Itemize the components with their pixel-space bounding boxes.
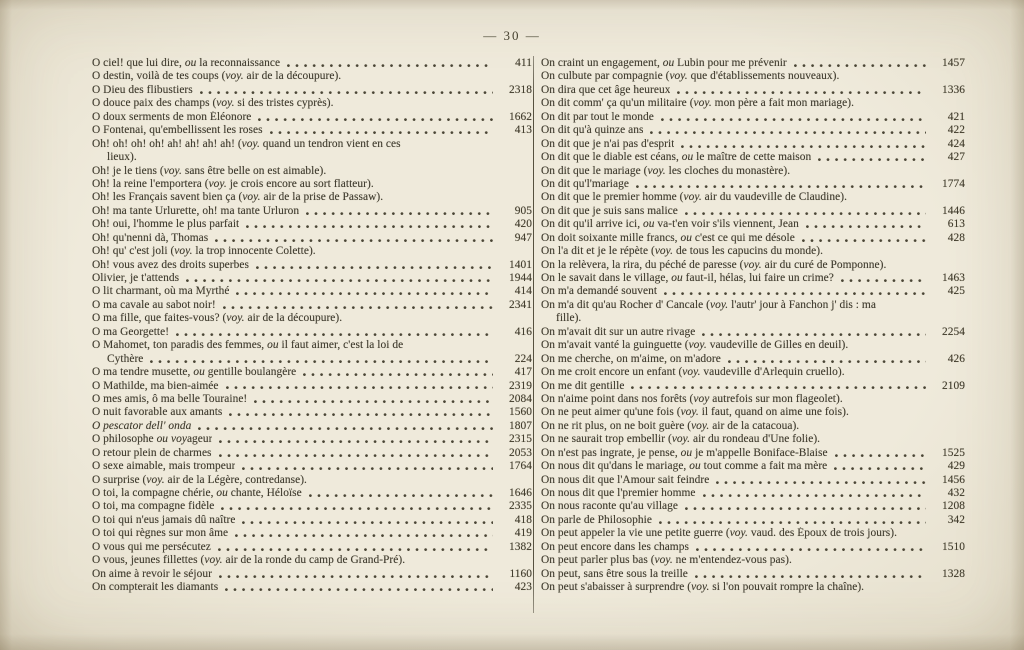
index-entry-left-16 [92, 272, 532, 285]
index-entry-right-11 [541, 205, 965, 218]
index-entry-left-19 [92, 312, 532, 325]
air-number: 1457 [942, 57, 965, 69]
entry-title: On peut, sans être sous la treille [541, 567, 688, 580]
entry-title: On m'avait dit sur un autre rivage [541, 325, 696, 338]
air-number: 1401 [509, 258, 532, 271]
air-number: 429 [947, 460, 965, 473]
air-number: 416 [514, 325, 532, 338]
entry-title: On dira que cet âge heureux [541, 83, 671, 96]
entry-title: On m'avait vanté la guinguette (voy. vaudeville de Gilles en deuil). [541, 339, 849, 352]
entry-title: On dit qu'il arrive ici, ou va-t'en voir s'ils viennent, Jean [541, 218, 799, 231]
dot-leader [303, 373, 493, 377]
dot-leader [664, 292, 926, 296]
dot-leader [659, 521, 926, 525]
entry-title: O toi qui règnes sur mon âme [92, 527, 229, 540]
index-entry-right-23 [541, 366, 965, 379]
entry-title: O ma cavale au sabot noir! [92, 298, 216, 311]
dot-leader [636, 185, 926, 189]
dot-leader [219, 440, 493, 444]
air-number: 2335 [509, 500, 532, 513]
entry-title: O toi, ma compagne fidèle [92, 500, 215, 513]
air-number: 1160 [509, 567, 532, 580]
dot-leader [306, 212, 493, 216]
entry-title: O sexe aimable, mais trompeur [92, 460, 236, 473]
entry-title: O douce paix des champs (voy. si des tristes cyprès). [92, 97, 334, 110]
dot-leader [270, 131, 493, 135]
entry-title: Oh! qu'nenni dà, Thomas [92, 231, 209, 244]
entry-title: On ne saurait trop embellir (voy. air du rondeau d'Une folie). [541, 433, 821, 446]
index-entry-right-28 [541, 433, 965, 446]
entry-title: On peut s'abaisser à surprendre (voy. si l'on pouvait rompre la chaîne). [541, 581, 865, 594]
index-entry-right-16 [541, 272, 965, 285]
entry-title: O pescator dell' onda [92, 419, 192, 432]
entry-title: On peut parler plus bas (voy. ne m'entendez-vous pas). [541, 554, 792, 567]
entry-title: Oh! ma tante Urlurette, oh! ma tante Urluron [92, 204, 300, 217]
dot-leader [235, 534, 493, 538]
entry-title: On craint un engagement, ou Lubin pour me prévenir [541, 57, 787, 69]
entry-title: O doux serments de mon Éléonore [92, 110, 252, 123]
entry-title: O ma fille, que faites-vous? (voy. air de la découpure). [92, 312, 343, 325]
entry-title: O Fontenai, qu'embellissent les roses [92, 124, 263, 137]
index-entry-right-8 [541, 165, 965, 178]
dot-leader [242, 521, 493, 525]
air-number: 2053 [509, 446, 532, 459]
entry-title: Olivier, je t'attends [92, 272, 180, 284]
index-entry-left-21 [92, 339, 532, 352]
index-entry-left-27 [92, 420, 532, 433]
air-number: 2254 [942, 325, 965, 338]
air-number: 432 [947, 487, 965, 499]
air-number: 613 [947, 218, 965, 231]
air-number: 423 [514, 581, 532, 594]
entry-title: On peut appeler la vie une petite guerre (voy. vaud. des Époux de trois jours). [541, 527, 898, 540]
index-entry-left-6 [92, 138, 532, 151]
index-entry-right-30 [541, 460, 965, 473]
dot-leader [681, 145, 926, 149]
index-entry-right-33 [541, 500, 965, 513]
air-number: 1944 [509, 272, 532, 284]
entry-title: O ma tendre musette, ou gentille boulangère [92, 366, 297, 379]
index-entry-left-10 [92, 191, 532, 204]
index-entry-right-39 [541, 581, 965, 594]
entry-title: On le savait dans le village, ou faut-il, hélas, lui faire un crime? [541, 272, 834, 284]
entry-title: Oh! la reine l'emportera (voy. je crois encore au sort flatteur). [92, 177, 374, 190]
entry-title: O ma Georgette! [92, 325, 170, 338]
dot-leader [677, 91, 926, 95]
entry-title: On la relèvera, la rira, du péché de paresse (voy. air du curé de Pomponne). [541, 258, 887, 271]
index-column-right [541, 57, 965, 595]
index-entry-right-17 [541, 285, 965, 298]
entry-title: Oh! oh! oh! oh! ah! ah! ah! ah! (voy. quand un tendron vient en ces [92, 137, 401, 150]
index-entry-left-18 [92, 299, 532, 312]
index-entry-right-5 [541, 124, 965, 137]
dot-leader [236, 292, 493, 296]
air-number: 2084 [509, 392, 532, 405]
entry-title: On dit que je suis sans malice [541, 204, 678, 217]
dot-leader [696, 548, 926, 552]
index-entry-left-24 [92, 380, 532, 393]
dot-leader [818, 158, 926, 162]
dot-leader [215, 239, 493, 243]
index-entry-left-33 [92, 500, 532, 513]
dot-leader [703, 494, 926, 498]
air-number: 425 [947, 285, 965, 298]
entry-title: Oh! les Français savent bien ça (voy. air de la prise de Passaw). [92, 191, 384, 204]
air-number: 1456 [942, 473, 965, 486]
air-number: 1328 [942, 567, 965, 580]
entry-title: O toi, la compagne chérie, ou chante, Héloïse [92, 487, 302, 499]
air-number: 1807 [509, 419, 532, 432]
dot-leader [198, 427, 493, 431]
air-number: 414 [514, 285, 532, 298]
index-entry-right-14 [541, 245, 965, 258]
entry-title: On dit qu'l'mariage [541, 177, 629, 190]
page-number-header: — 30 — [483, 28, 541, 43]
index-entry-right-37 [541, 554, 965, 567]
air-number: 905 [514, 204, 532, 217]
index-entry-right-35 [541, 527, 965, 540]
entry-title: On me cherche, on m'aime, on m'adore [541, 352, 721, 365]
index-entry-right-19 [541, 312, 965, 325]
index-entry-left-37 [92, 554, 532, 567]
air-number: 1463 [942, 272, 965, 284]
air-number: 417 [514, 366, 532, 379]
air-number: 1560 [509, 406, 532, 419]
air-number: 422 [947, 124, 965, 137]
entry-title: O lit charmant, où ma Myrthé [92, 285, 230, 298]
entry-title: O retour plein de charmes [92, 446, 212, 459]
entry-title: O Dieu des flibustiers [92, 83, 193, 96]
index-entry-left-26 [92, 406, 532, 419]
entry-title: On nous dit qu'dans le mariage, ou tout comme a fait ma mère [541, 460, 828, 473]
index-entry-left-38 [92, 568, 532, 581]
air-number: 1764 [509, 460, 532, 473]
index-entry-left-15 [92, 259, 532, 272]
index-entry-right-13 [541, 232, 965, 245]
entry-title: On dit que le premier homme (voy. air du vaudeville de Claudine). [541, 191, 847, 204]
index-entry-left-11 [92, 205, 532, 218]
entry-title: On dit par tout le monde [541, 110, 654, 123]
entry-title: O vous qui me persécutez [92, 540, 211, 553]
entry-title: On culbute par compagnie (voy. que d'établissements nouveaux). [541, 70, 840, 83]
index-entry-right-3 [541, 97, 965, 110]
index-column-left [92, 57, 532, 595]
air-number: 1662 [509, 110, 532, 123]
index-entry-right-6 [541, 138, 965, 151]
entry-title: O ciel! que lui dire, ou la reconnaissance [92, 57, 281, 69]
index-entry-left-35 [92, 527, 532, 540]
index-entry-left-36 [92, 541, 532, 554]
index-entry-right-21 [541, 339, 965, 352]
dot-leader [685, 212, 926, 216]
dot-leader [176, 333, 493, 337]
index-entry-right-22 [541, 353, 965, 366]
dot-leader [218, 548, 493, 552]
dot-leader [246, 225, 493, 229]
index-entry-right-32 [541, 487, 965, 500]
index-entry-right-34 [541, 514, 965, 527]
dot-leader [242, 467, 493, 471]
dot-leader [258, 118, 493, 122]
entry-title: Oh! je le tiens (voy. sans être belle on est aimable). [92, 164, 327, 177]
dot-leader [716, 481, 926, 485]
entry-title: On nous dit que l'Amour sait feindre [541, 473, 710, 486]
air-number: 2109 [942, 379, 965, 392]
dot-leader [806, 225, 926, 229]
dot-leader [150, 360, 493, 364]
entry-title: On peut encore dans les champs [541, 540, 689, 553]
index-entry-left-28 [92, 433, 532, 446]
index-entry-left-12 [92, 218, 532, 231]
air-number: 1774 [942, 177, 965, 190]
entry-title: Oh! vous avez des droits superbes [92, 258, 249, 271]
index-entry-right-18 [541, 299, 965, 312]
index-entry-right-7 [541, 151, 965, 164]
index-entry-left-0 [92, 57, 532, 70]
index-entry-right-25 [541, 393, 965, 406]
index-entry-left-31 [92, 474, 532, 487]
dot-leader [631, 386, 926, 390]
dot-leader [223, 306, 493, 310]
air-number: 1336 [942, 83, 965, 96]
dot-leader [254, 400, 493, 404]
entry-title: On me dit gentille [541, 379, 625, 392]
entry-title: On ne rit plus, on ne boit guère (voy. air de la catacoua). [541, 419, 800, 432]
index-entry-left-30 [92, 460, 532, 473]
dot-leader [650, 131, 926, 135]
index-entry-right-27 [541, 420, 965, 433]
entry-title: On parle de Philosophie [541, 513, 652, 526]
dot-leader [225, 588, 493, 592]
air-number: 1646 [509, 487, 532, 499]
index-entry-right-1 [541, 70, 965, 83]
entry-title: On l'a dit et je le répète (voy. de tous les capucins du monde). [541, 245, 824, 258]
air-number: 419 [514, 527, 532, 540]
index-entry-right-15 [541, 259, 965, 272]
index-entry-left-9 [92, 178, 532, 191]
index-entry-left-2 [92, 84, 532, 97]
entry-title: Oh! qu' c'est joli (voy. la trop innocente Colette). [92, 245, 316, 258]
dot-leader [226, 386, 493, 390]
entry-title: On m'a dit qu'au Rocher d' Cancale (voy. l'autr' jour à Fanchon j' dis : ma [541, 298, 876, 311]
column-divider-rule [533, 56, 534, 613]
entry-title: Oh! oui, l'homme le plus parfait [92, 218, 240, 231]
dot-leader [200, 91, 493, 95]
air-number: 947 [514, 231, 532, 244]
air-number: 1510 [942, 540, 965, 553]
air-number: 424 [947, 137, 965, 150]
air-number: 426 [947, 352, 965, 365]
index-entry-left-8 [92, 165, 532, 178]
air-number: 1446 [942, 204, 965, 217]
dot-leader [661, 118, 926, 122]
index-entry-right-0 [541, 57, 965, 70]
air-number: 2318 [509, 83, 532, 96]
dot-leader [695, 575, 926, 579]
index-entry-right-4 [541, 111, 965, 124]
index-entry-left-17 [92, 285, 532, 298]
index-entry-left-39 [92, 581, 532, 594]
index-entry-right-36 [541, 541, 965, 554]
entry-title: On dit qu'à quinze ans [541, 124, 644, 137]
air-number: 418 [514, 513, 532, 526]
dot-leader [841, 279, 926, 283]
index-entry-right-31 [541, 474, 965, 487]
entry-title: O vous, jeunes fillettes (voy. air de la ronde du camp de Grand-Pré). [92, 554, 406, 567]
entry-title: On dit que je n'ai pas d'esprit [541, 137, 675, 150]
air-number: 420 [514, 218, 532, 231]
entry-title: On aime à revoir le séjour [92, 567, 212, 580]
dot-leader [287, 64, 493, 68]
index-entry-left-4 [92, 111, 532, 124]
dot-leader [186, 279, 493, 283]
entry-title: O toi qui n'eus jamais dû naître [92, 513, 236, 526]
air-number: 224 [514, 352, 532, 365]
entry-title: On nous dit que l'premier homme [541, 487, 696, 499]
index-entry-right-12 [541, 218, 965, 231]
entry-title: O surprise (voy. air de la Légère, contredanse). [92, 473, 307, 486]
index-entry-left-29 [92, 447, 532, 460]
index-entry-left-22 [92, 353, 532, 366]
entry-title: On m'a demandé souvent [541, 285, 658, 298]
dot-leader [256, 266, 493, 270]
entry-title: fille). [556, 312, 582, 325]
air-number: 427 [947, 151, 965, 164]
air-number: 1208 [942, 500, 965, 513]
dot-leader [309, 494, 493, 498]
air-number: 2319 [509, 379, 532, 392]
entry-title: O Mahomet, ton paradis des femmes, ou il faut aimer, c'est la loi de [92, 339, 404, 352]
air-number: 2315 [509, 433, 532, 446]
entry-title: On me croit encore un enfant (voy. vaudeville d'Arlequin cruello). [541, 366, 845, 379]
air-number: 411 [515, 57, 532, 69]
entry-title: lieux). [107, 151, 137, 164]
index-entry-right-24 [541, 380, 965, 393]
index-entry-right-9 [541, 178, 965, 191]
dot-leader [219, 575, 493, 579]
air-number: 1525 [942, 446, 965, 459]
entry-title: On dit que le diable est céans, ou le maître de cette maison [541, 151, 812, 164]
entry-title: O nuit favorable aux amants [92, 406, 223, 419]
dot-leader [834, 467, 926, 471]
index-entry-left-7 [92, 151, 532, 164]
dot-leader [835, 454, 926, 458]
dot-leader [802, 239, 926, 243]
index-entry-right-20 [541, 326, 965, 339]
air-number: 342 [947, 513, 965, 526]
entry-title: On compterait les diamants [92, 581, 219, 594]
air-number: 1382 [509, 540, 532, 553]
dot-leader [229, 413, 493, 417]
entry-title: On ne peut aimer qu'une fois (voy. il faut, quand on aime une fois). [541, 406, 849, 419]
index-entry-left-14 [92, 245, 532, 258]
index-entry-left-25 [92, 393, 532, 406]
index-entry-right-38 [541, 568, 965, 581]
index-entry-right-29 [541, 447, 965, 460]
entry-title: On dit comm' ça qu'un militaire (voy. mon père a fait mon mariage). [541, 97, 855, 110]
entry-title: O philosophe ou voyageur [92, 433, 213, 446]
dot-leader [685, 507, 926, 511]
index-entry-left-1 [92, 70, 532, 83]
air-number: 428 [947, 231, 965, 244]
index-entry-right-26 [541, 406, 965, 419]
entry-title: On dit que le mariage (voy. les cloches du monastère). [541, 164, 791, 177]
index-entry-left-13 [92, 232, 532, 245]
index-entry-left-34 [92, 514, 532, 527]
entry-title: O mes amis, ô ma belle Touraine! [92, 392, 248, 405]
index-entry-left-5 [92, 124, 532, 137]
entry-title: On n'aime point dans nos forêts (voy autrefois sur mon flageolet). [541, 392, 843, 405]
air-number: 413 [514, 124, 532, 137]
index-entry-left-32 [92, 487, 532, 500]
index-entry-left-23 [92, 366, 532, 379]
index-entry-right-10 [541, 191, 965, 204]
index-entry-right-2 [541, 84, 965, 97]
entry-title: Cythère [107, 352, 144, 365]
index-entry-left-20 [92, 326, 532, 339]
entry-title: On n'est pas ingrate, je pense, ou je m'appelle Boniface-Blaise [541, 446, 828, 459]
entry-title: O Mathilde, ma bien-aimée [92, 379, 219, 392]
dot-leader [702, 333, 926, 337]
index-entry-left-3 [92, 97, 532, 110]
dot-leader [794, 64, 926, 68]
entry-title: On nous raconte qu'au village [541, 500, 678, 513]
entry-title: O destin, voilà de tes coups (voy. air de la découpure). [92, 70, 342, 83]
dot-leader [219, 454, 493, 458]
entry-title: On doit soixante mille francs, ou c'est ce qui me désole [541, 231, 795, 244]
dot-leader [728, 360, 926, 364]
air-number: 2341 [509, 298, 532, 311]
air-number: 421 [947, 110, 965, 123]
dot-leader [221, 507, 493, 511]
